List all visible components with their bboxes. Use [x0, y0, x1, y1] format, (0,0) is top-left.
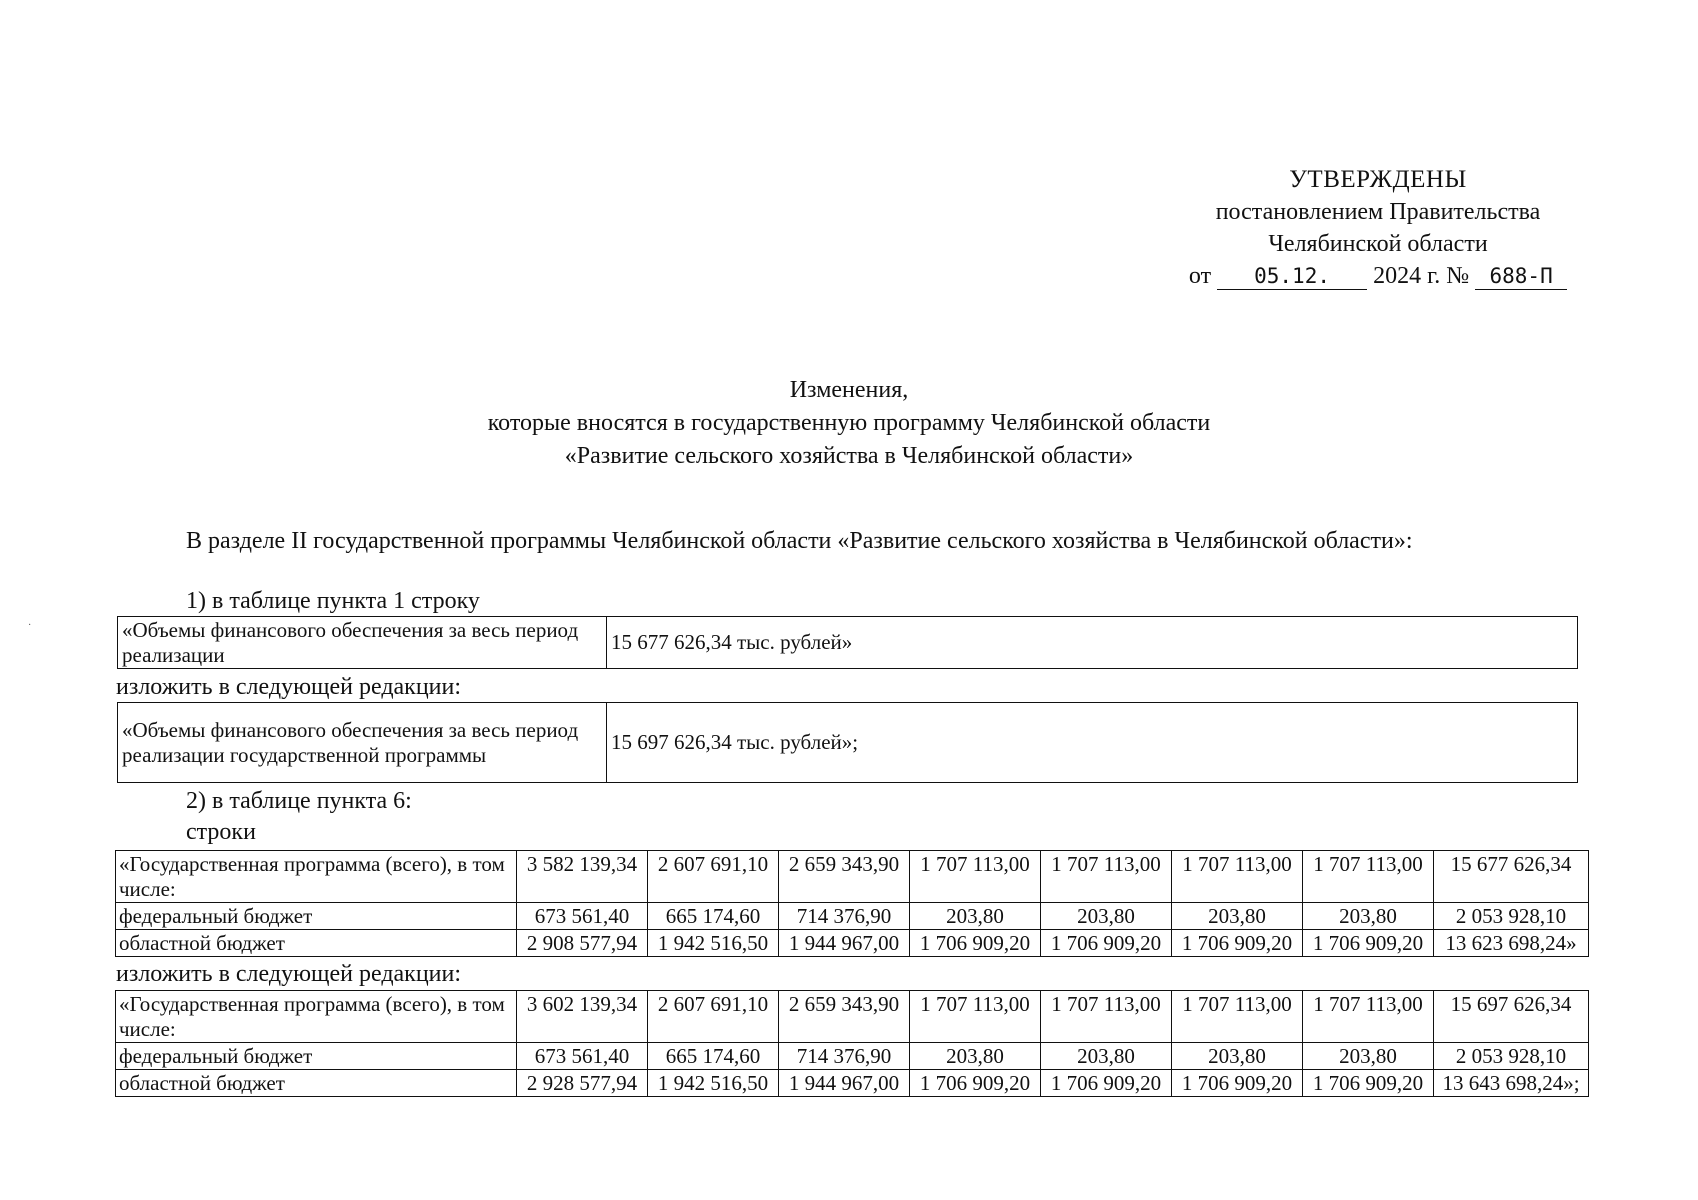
item2-replace-label: изложить в следующей редакции:: [116, 961, 462, 987]
approval-stamp: [1168, 164, 1588, 292]
value-cell: 1 706 909,20: [1303, 930, 1434, 957]
approval-number-line: [1168, 260, 1588, 292]
value-cell: 1 706 909,20: [1172, 930, 1303, 957]
value-cell: 2 053 928,10: [1434, 1043, 1589, 1070]
row-name-cell: областной бюджет: [116, 1070, 517, 1097]
table-row: [116, 930, 1589, 957]
heading-line-2: которые вносятся в государственную программу Челябинской области: [487, 410, 1211, 436]
row-name-cell: федеральный бюджет: [116, 1043, 517, 1070]
value-cell: 1 706 909,20: [1172, 1070, 1303, 1097]
document-heading: [0, 374, 1698, 473]
value-cell: 1 707 113,00: [910, 991, 1041, 1043]
value-cell: 665 174,60: [648, 903, 779, 930]
item2-new-table: [115, 990, 1589, 1097]
value-cell: 1 706 909,20: [910, 930, 1041, 957]
value-cell: 1 944 967,00: [779, 1070, 910, 1097]
approval-title: УТВЕРЖДЕНЫ: [1289, 166, 1467, 193]
heading-line-1: Изменения,: [789, 377, 909, 403]
new-row-value: 15 697 626,34 тыс. рублей»;: [607, 703, 1578, 783]
value-cell: 2 607 691,10: [648, 991, 779, 1043]
value-cell: 2 659 343,90: [779, 851, 910, 903]
value-cell: 203,80: [1172, 1043, 1303, 1070]
value-cell: 1 707 113,00: [1303, 991, 1434, 1043]
year-label: 2024 г. №: [1373, 263, 1470, 289]
value-cell: 1 707 113,00: [910, 851, 1041, 903]
value-cell: 1 707 113,00: [1041, 991, 1172, 1043]
table-row: [116, 903, 1589, 930]
value-cell: 203,80: [1303, 903, 1434, 930]
row-name-cell: «Государственная программа (всего), в том числе:: [116, 991, 517, 1043]
table-row: [116, 1070, 1589, 1097]
approval-date: 05.12.: [1217, 263, 1367, 290]
value-cell: 1 942 516,50: [648, 1070, 779, 1097]
item1-old-table: [117, 616, 1578, 669]
value-cell: 1 706 909,20: [1041, 1070, 1172, 1097]
approval-line-1: постановлением Правительства: [1215, 199, 1541, 225]
value-cell: 203,80: [1041, 903, 1172, 930]
value-cell: 673 561,40: [517, 1043, 648, 1070]
table-row: [118, 617, 1578, 669]
value-cell: 203,80: [910, 1043, 1041, 1070]
value-cell: 15 677 626,34: [1434, 851, 1589, 903]
value-cell: 673 561,40: [517, 903, 648, 930]
value-cell: 1 706 909,20: [910, 1070, 1041, 1097]
value-cell: 1 942 516,50: [648, 930, 779, 957]
value-cell: 13 623 698,24»: [1434, 930, 1589, 957]
item2-rows-label: строки: [186, 819, 256, 845]
item1-new-table: [117, 702, 1578, 783]
approval-number: 688-П: [1475, 263, 1567, 290]
value-cell: 203,80: [1041, 1043, 1172, 1070]
value-cell: 203,80: [1303, 1043, 1434, 1070]
from-label: от: [1188, 263, 1212, 289]
item2-old-table: [115, 850, 1589, 957]
value-cell: 714 376,90: [779, 903, 910, 930]
scan-dot: ·: [28, 620, 32, 631]
old-row-name: «Объемы финансового обеспечения за весь период реализации: [118, 617, 607, 669]
value-cell: 1 706 909,20: [1303, 1070, 1434, 1097]
new-row-name: «Объемы финансового обеспечения за весь период реализации государственной программы: [118, 703, 607, 783]
value-cell: 3 602 139,34: [517, 991, 648, 1043]
value-cell: 2 928 577,94: [517, 1070, 648, 1097]
table-row: [116, 1043, 1589, 1070]
value-cell: 2 908 577,94: [517, 930, 648, 957]
value-cell: 665 174,60: [648, 1043, 779, 1070]
old-row-value: 15 677 626,34 тыс. рублей»: [607, 617, 1578, 669]
value-cell: 1 707 113,00: [1172, 991, 1303, 1043]
value-cell: 1 707 113,00: [1303, 851, 1434, 903]
value-cell: 13 643 698,24»;: [1434, 1070, 1589, 1097]
value-cell: 1 706 909,20: [1041, 930, 1172, 957]
table-row: [118, 703, 1578, 783]
value-cell: 3 582 139,34: [517, 851, 648, 903]
item2-label: 2) в таблице пункта 6:: [186, 788, 412, 814]
row-name-cell: федеральный бюджет: [116, 903, 517, 930]
heading-line-3: «Развитие сельского хозяйства в Челябинской области»: [564, 443, 1134, 469]
value-cell: 2 659 343,90: [779, 991, 910, 1043]
intro-paragraph: [116, 526, 1586, 556]
value-cell: 1 707 113,00: [1172, 851, 1303, 903]
table-row: [116, 851, 1589, 903]
item1-replace-label: изложить в следующей редакции:: [116, 674, 462, 700]
row-name-cell: областной бюджет: [116, 930, 517, 957]
new-rows-body: [116, 991, 1589, 1097]
value-cell: 714 376,90: [779, 1043, 910, 1070]
approval-line-2: Челябинской области: [1268, 231, 1488, 257]
item1-label: 1) в таблице пункта 1 строку: [186, 588, 480, 614]
intro-text: В разделе II государственной программы Челябинской области «Развитие сельского хозяйства в Челябинской области»:: [186, 528, 1413, 554]
table-row: [116, 991, 1589, 1043]
value-cell: 2 607 691,10: [648, 851, 779, 903]
value-cell: 203,80: [910, 903, 1041, 930]
value-cell: 2 053 928,10: [1434, 903, 1589, 930]
old-rows-body: [116, 851, 1589, 957]
value-cell: 203,80: [1172, 903, 1303, 930]
value-cell: 1 944 967,00: [779, 930, 910, 957]
row-name-cell: «Государственная программа (всего), в том числе:: [116, 851, 517, 903]
value-cell: 1 707 113,00: [1041, 851, 1172, 903]
value-cell: 15 697 626,34: [1434, 991, 1589, 1043]
